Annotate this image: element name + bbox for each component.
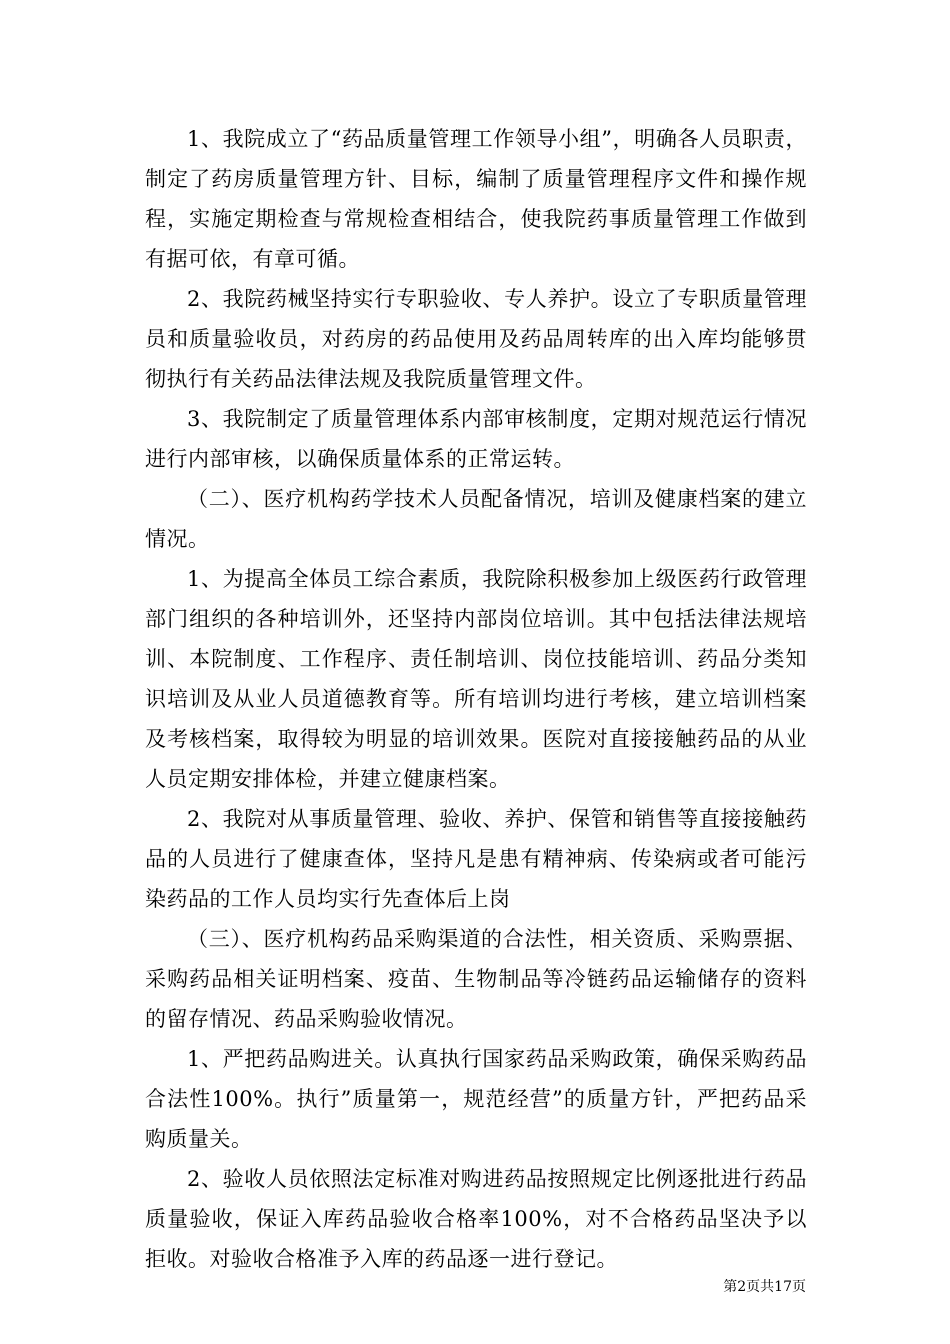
paragraph-5: 2、我院对从事质量管理、验收、养护、保管和销售等直接接触药品的人员进行了健康查体，坚持凡是患有精神病、传染病或者可能污染药品的工作人员均实行先查体后上岗 <box>145 807 807 911</box>
paragraph-2: 2、我院药械坚持实行专职验收、专人养护。设立了专职质量管理员和质量验收员，对药房的药品使用及药品周转库的出入库均能够贯彻执行有关药品法律法规及我院质量管理文件。 <box>145 287 807 391</box>
paragraph-6: 1、严把药品购进关。认真执行国家药品采购政策，确保采购药品合法性100%。执行”质量第一，规范经营”的质量方针，严把药品采购质量关。 <box>145 1047 807 1151</box>
paragraph-4: 1、为提高全体员工综合素质，我院除积极参加上级医药行政管理部门组织的各种培训外，还坚持内部岗位培训。其中包括法律法规培训、本院制度、工作程序、责任制培训、岗位技能培训、药品分类知识培训及从业人员道德教育等。所有培训均进行考核，建立培训档案及考核档案，取得较为明显的培训效果。医院对直接接触药品的从业人员定期安排体检，并建立健康档案。 <box>145 567 807 791</box>
section-heading-3: （三）、医疗机构药品采购渠道的合法性，相关资质、采购票据、采购药品相关证明档案、疫苗、生物制品等冷链药品运输储存的资料的留存情况、药品采购验收情况。 <box>145 927 807 1031</box>
document-body <box>145 119 807 1279</box>
paragraph-7: 2、验收人员依照法定标准对购进药品按照规定比例逐批进行药品质量验收，保证入库药品验收合格率100%，对不合格药品坚决予以拒收。对验收合格准予入库的药品逐一进行登记。 <box>145 1167 807 1271</box>
section-heading-2: （二）、医疗机构药学技术人员配备情况，培训及健康档案的建立情况。 <box>145 487 807 551</box>
page-number: 第2页共17页 <box>723 1279 806 1295</box>
paragraph-1: 1、我院成立了“药品质量管理工作领导小组”，明确各人员职责，制定了药房质量管理方针、目标，编制了质量管理程序文件和操作规程，实施定期检查与常规检查相结合，使我院药事质量管理工作做到有据可依，有章可循。 <box>145 127 807 271</box>
paragraph-3: 3、我院制定了质量管理体系内部审核制度，定期对规范运行情况进行内部审核，以确保质量体系的正常运转。 <box>145 407 807 471</box>
